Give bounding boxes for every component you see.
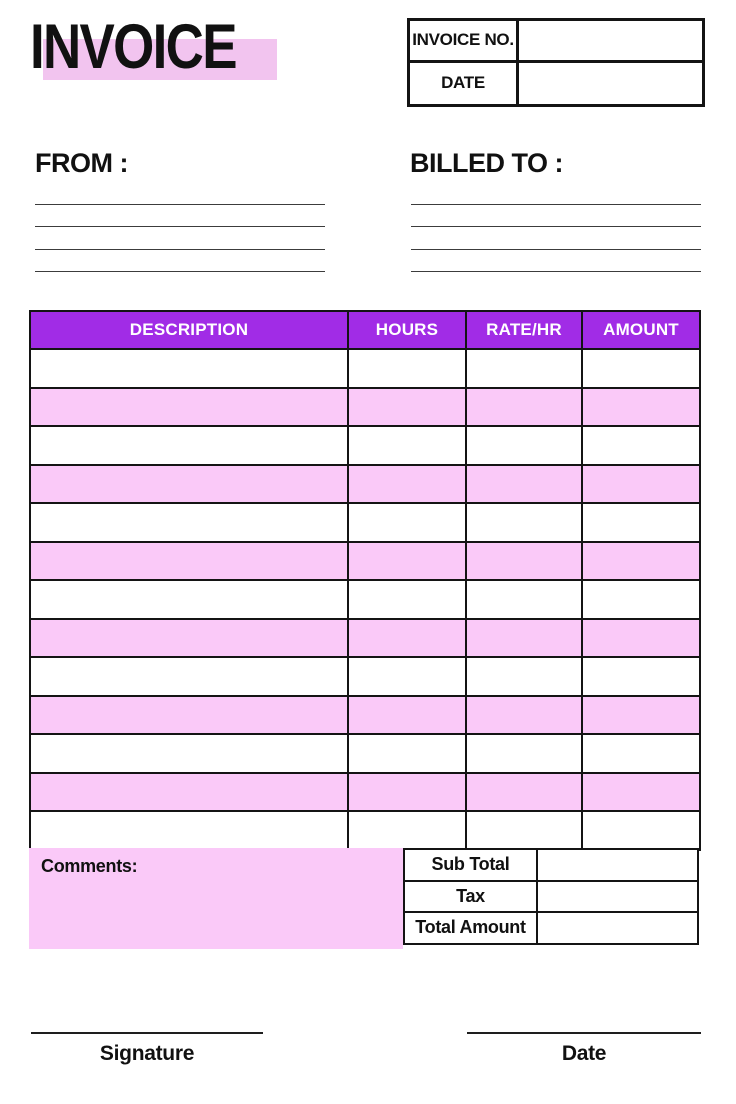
table-cell[interactable]	[30, 349, 348, 388]
table-cell[interactable]	[582, 426, 700, 465]
footer-date-label: Date	[561, 1042, 607, 1065]
blank-line[interactable]	[35, 182, 325, 205]
line-items-table	[29, 310, 701, 851]
from-lines	[35, 182, 325, 272]
table-row	[30, 619, 700, 658]
table-cell[interactable]	[30, 734, 348, 773]
table-cell[interactable]	[348, 503, 466, 542]
table-cell[interactable]	[348, 388, 466, 427]
date-field[interactable]	[519, 63, 702, 105]
invoice-table-body	[30, 349, 700, 850]
totals-value-tax[interactable]	[536, 880, 699, 914]
table-cell[interactable]	[30, 388, 348, 427]
totals-label-total-amount: Total Amount	[403, 911, 538, 945]
table-cell[interactable]	[30, 426, 348, 465]
table-row	[30, 465, 700, 504]
table-cell[interactable]	[466, 503, 582, 542]
totals-label-tax: Tax	[403, 880, 538, 914]
table-header-row	[30, 311, 700, 349]
table-cell[interactable]	[30, 811, 348, 850]
table-cell[interactable]	[582, 657, 700, 696]
totals-row	[403, 848, 699, 882]
table-cell[interactable]	[348, 349, 466, 388]
table-cell[interactable]	[466, 734, 582, 773]
page-title: INVOICE	[30, 12, 236, 82]
table-cell[interactable]	[348, 773, 466, 812]
table-cell[interactable]	[466, 657, 582, 696]
table-cell[interactable]	[30, 773, 348, 812]
billed-to-label: BILLED TO :	[410, 148, 563, 178]
table-cell[interactable]	[466, 388, 582, 427]
totals-rows	[403, 848, 699, 945]
table-row	[30, 734, 700, 773]
table-row	[30, 503, 700, 542]
table-cell[interactable]	[466, 426, 582, 465]
signature-label: Signature	[99, 1042, 195, 1065]
table-cell[interactable]	[466, 465, 582, 504]
table-cell[interactable]	[582, 542, 700, 581]
table-cell[interactable]	[348, 426, 466, 465]
table-cell[interactable]	[582, 503, 700, 542]
table-cell[interactable]	[466, 580, 582, 619]
table-cell[interactable]	[30, 696, 348, 735]
column-header-hours: HOURS	[348, 311, 466, 349]
table-cell[interactable]	[582, 349, 700, 388]
table-cell[interactable]	[30, 465, 348, 504]
table-cell[interactable]	[348, 696, 466, 735]
table-cell[interactable]	[348, 619, 466, 658]
table-cell[interactable]	[466, 542, 582, 581]
totals-value-total-amount[interactable]	[536, 911, 699, 945]
table-row	[30, 388, 700, 427]
table-cell[interactable]	[466, 811, 582, 850]
table-row	[30, 426, 700, 465]
table-row	[30, 580, 700, 619]
table-cell[interactable]	[30, 503, 348, 542]
totals-value-sub-total[interactable]	[536, 848, 699, 882]
table-cell[interactable]	[582, 696, 700, 735]
table-cell[interactable]	[582, 734, 700, 773]
table-cell[interactable]	[348, 811, 466, 850]
table-row	[30, 349, 700, 388]
table-cell[interactable]	[582, 619, 700, 658]
invoice-no-label: INVOICE NO.	[410, 21, 519, 63]
date-label: DATE	[410, 63, 519, 105]
table-cell[interactable]	[466, 773, 582, 812]
table-cell[interactable]	[466, 349, 582, 388]
table-row	[30, 811, 700, 850]
blank-line[interactable]	[411, 182, 701, 205]
table-cell[interactable]	[30, 542, 348, 581]
table-cell[interactable]	[466, 696, 582, 735]
blank-line[interactable]	[35, 205, 325, 228]
table-cell[interactable]	[348, 657, 466, 696]
signature-line[interactable]	[31, 1032, 263, 1034]
column-header-description: DESCRIPTION	[30, 311, 348, 349]
table-cell[interactable]	[582, 465, 700, 504]
table-cell[interactable]	[466, 619, 582, 658]
table-row	[30, 657, 700, 696]
billed-to-lines	[411, 182, 701, 272]
date-signature-line[interactable]	[467, 1032, 701, 1034]
table-cell[interactable]	[348, 734, 466, 773]
table-cell[interactable]	[582, 388, 700, 427]
blank-line[interactable]	[411, 250, 701, 273]
table-row	[30, 696, 700, 735]
totals-label-sub-total: Sub Total	[403, 848, 538, 882]
blank-line[interactable]	[411, 227, 701, 250]
table-cell[interactable]	[348, 465, 466, 504]
comments-box[interactable]	[29, 848, 403, 949]
table-cell[interactable]	[30, 619, 348, 658]
blank-line[interactable]	[35, 250, 325, 273]
column-header-amount: AMOUNT	[582, 311, 700, 349]
table-cell[interactable]	[582, 811, 700, 850]
comments-label: Comments:	[41, 856, 138, 876]
table-row	[30, 773, 700, 812]
column-header-rate-hr: RATE/HR	[466, 311, 582, 349]
table-cell[interactable]	[582, 580, 700, 619]
blank-line[interactable]	[35, 227, 325, 250]
invoice-meta-box	[407, 18, 705, 107]
table-cell[interactable]	[348, 580, 466, 619]
invoice-no-field[interactable]	[519, 21, 702, 63]
table-row	[30, 542, 700, 581]
table-cell[interactable]	[30, 657, 348, 696]
from-label: FROM :	[35, 148, 128, 178]
table-cell[interactable]	[582, 773, 700, 812]
totals-row	[403, 911, 699, 945]
totals-row	[403, 880, 699, 914]
table-cell[interactable]	[348, 542, 466, 581]
blank-line[interactable]	[411, 205, 701, 228]
table-cell[interactable]	[30, 580, 348, 619]
